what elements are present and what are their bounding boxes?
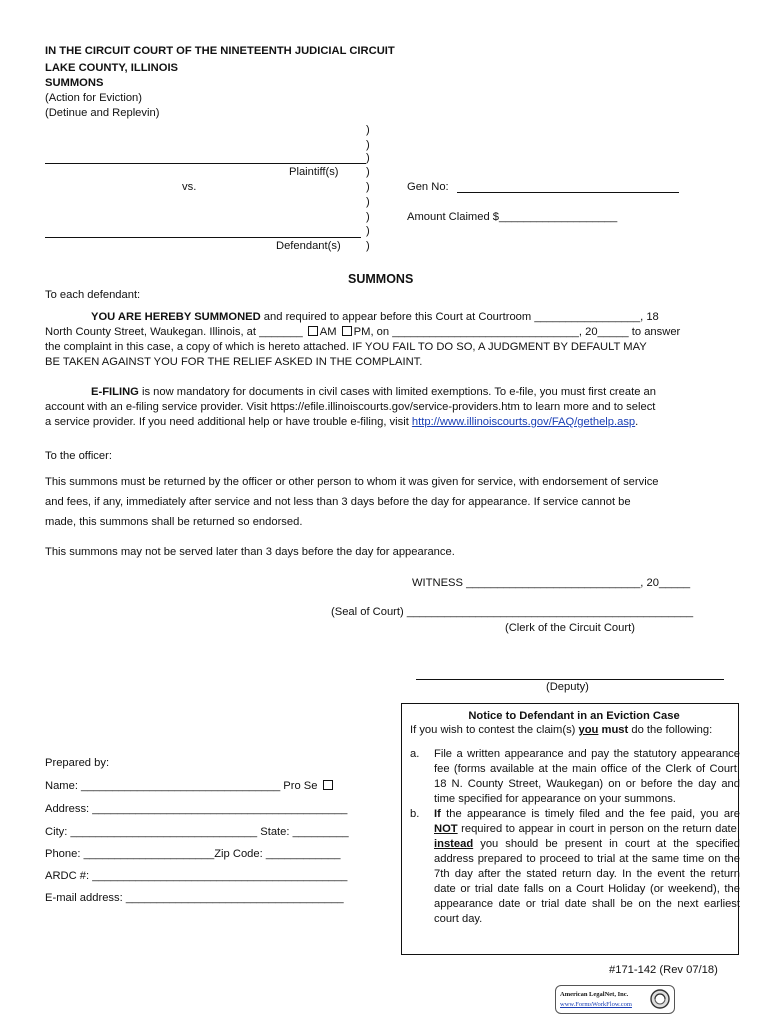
item-b-text2: required to appear in court in person on the return date, (457, 823, 740, 835)
plaintiff-label: Plaintiff(s) (289, 166, 339, 178)
pro-se-checkbox[interactable] (323, 780, 333, 790)
pro-se-label: Pro Se (283, 780, 318, 792)
item-a-letter: a. (410, 748, 420, 760)
item-b-instead: instead (434, 838, 474, 850)
officer-line2: and fees, if any, immediately after service and not less than 3 days before the day for appearance. If service cannot be (45, 496, 631, 508)
notice-intro-b: do the following: (628, 724, 713, 736)
plaintiff-line[interactable] (45, 163, 366, 164)
vs-label: vs. (182, 181, 197, 193)
address-field[interactable]: Address: _________________________________________ (45, 803, 348, 815)
court-name: IN THE CIRCUIT COURT OF THE NINETEENTH JUDICIAL CIRCUIT (45, 45, 395, 57)
caption-paren: ) (366, 181, 370, 193)
email-field[interactable]: E-mail address: ___________________________________ (45, 892, 344, 904)
summoned-line4: BE TAKEN AGAINST YOU FOR THE RELIEF ASKED IN THE COMPLAINT. (45, 356, 423, 368)
summoned-time: North County Street, Waukegan. Illinois, at _______ (45, 326, 303, 338)
caption-paren: ) (366, 139, 370, 151)
deputy-label: (Deputy) (546, 681, 589, 693)
pm-checkbox[interactable] (342, 326, 352, 336)
to-each-defendant: To each defendant: (45, 289, 141, 301)
caption-paren: ) (366, 211, 370, 223)
caption-paren: ) (366, 152, 370, 164)
legalnet-logo (555, 985, 675, 1014)
am-checkbox[interactable] (308, 326, 318, 336)
efiling-end: . (635, 416, 639, 428)
notice-title: Notice to Defendant in an Eviction Case (468, 710, 680, 722)
item-b-not: NOT (434, 823, 458, 835)
am-label: AM (319, 326, 337, 338)
doc-type: SUMMONS (45, 77, 104, 89)
pm-label: PM, on ______________________________, 20_____ to answer (353, 326, 681, 338)
county-name: LAKE COUNTY, ILLINOIS (45, 62, 179, 74)
form-number: #171-142 (Rev 07/18) (609, 964, 718, 976)
defendant-line[interactable] (45, 237, 361, 238)
summons-title: SUMMONS (348, 272, 414, 286)
city-state-field[interactable]: City: ______________________________ State: _________ (45, 826, 349, 838)
efiling-text: is now mandatory for documents in civil cases with limited exemptions. To e-file, you must first create an (138, 386, 656, 398)
efiling-bold: E-FILING (91, 386, 139, 398)
summoned-line3: the complaint in this case, a copy of which is hereto attached. IF YOU FAIL TO DO SO, A JUDGMENT BY DEFAULT MAY (45, 341, 647, 353)
amount-claimed[interactable]: Amount Claimed $___________________ (407, 211, 618, 223)
seal-line[interactable]: (Seal of Court) ______________________________________________ (331, 606, 694, 618)
gen-no-label: Gen No: (407, 181, 449, 193)
efiling-line3 (45, 416, 638, 428)
efiling-line1 (91, 386, 656, 398)
notice-you: you (578, 724, 599, 736)
phone-zip-field[interactable]: Phone: _____________________Zip Code: ____________ (45, 848, 341, 860)
globe-icon (649, 988, 671, 1010)
deputy-line[interactable] (416, 679, 724, 680)
summoned-line2 (45, 326, 680, 338)
gen-no-field[interactable] (457, 192, 679, 193)
caption-paren: ) (366, 124, 370, 136)
summoned-line1 (91, 311, 659, 323)
notice-item-b (410, 807, 740, 927)
notice-intro-a: If you wish to contest the claim(s) (410, 724, 579, 736)
caption-paren: ) (366, 196, 370, 208)
item-b-letter: b. (410, 808, 420, 820)
name-label: Name: ________________________________ (45, 780, 281, 792)
officer-line3: made, this summons shall be returned so endorsed. (45, 516, 303, 528)
notice-intro (410, 723, 738, 737)
witness-line[interactable]: WITNESS ____________________________, 20_____ (412, 577, 691, 589)
to-officer: To the officer: (45, 450, 112, 462)
item-b-if: If (434, 808, 441, 820)
efiling-help: a service provider. If you need additional help or have trouble e-filing, visit (45, 416, 412, 428)
not-served-text: This summons may not be served later than 3 days before the day for appearance. (45, 546, 455, 558)
caption-paren: ) (366, 225, 370, 237)
caption-paren: ) (366, 166, 370, 178)
eviction-notice-box (401, 703, 739, 955)
prepared-by-label: Prepared by: (45, 757, 110, 769)
notice-must: must (601, 724, 629, 736)
clerk-label: (Clerk of the Circuit Court) (505, 622, 635, 634)
name-field[interactable] (45, 780, 335, 792)
help-link[interactable]: http://www.illinoiscourts.gov/FAQ/gethelp.asp (411, 416, 636, 428)
caption-paren: ) (366, 240, 370, 252)
action-subtype: (Detinue and Replevin) (45, 107, 160, 119)
defendant-label: Defendant(s) (276, 240, 341, 252)
logo-name: American LegalNet, Inc. (560, 991, 629, 998)
ardc-field[interactable]: ARDC #: _________________________________________ (45, 870, 348, 882)
logo-url[interactable]: www.FormsWorkFlow.com (560, 1001, 632, 1008)
summoned-text: and required to appear before this Court at Courtroom _________________, 18 (260, 311, 659, 323)
efiling-line2: account with an e-filing service provider. Visit https://efile.illinoiscourts.gov/service-providers.htm to learn more and to select (45, 401, 656, 413)
item-a-text: File a written appearance and pay the statutory appearance fee (forms available at the main office of the Clerk of Court, 18 N. County Street, Waukegan) on or before the day and time specified for appearance on your summons. (434, 748, 740, 805)
notice-item-a (410, 747, 740, 807)
action-type: (Action for Eviction) (45, 92, 142, 104)
officer-line1: This summons must be returned by the officer or other person to whom it was given for service, with endorsement of service (45, 476, 659, 488)
summoned-bold: YOU ARE HEREBY SUMMONED (91, 311, 261, 323)
item-b-text3: you should be present in court at the specified address prepared to proceed to trial at the same time on the 7th day after the stated return day. In the event the return date or trial date falls on a Court Holiday (or weekend), the appearance date or trial date shall be on the next earliest court day. (434, 838, 740, 925)
item-b-text1: the appearance is timely filed and the fee paid, you are (440, 808, 740, 820)
